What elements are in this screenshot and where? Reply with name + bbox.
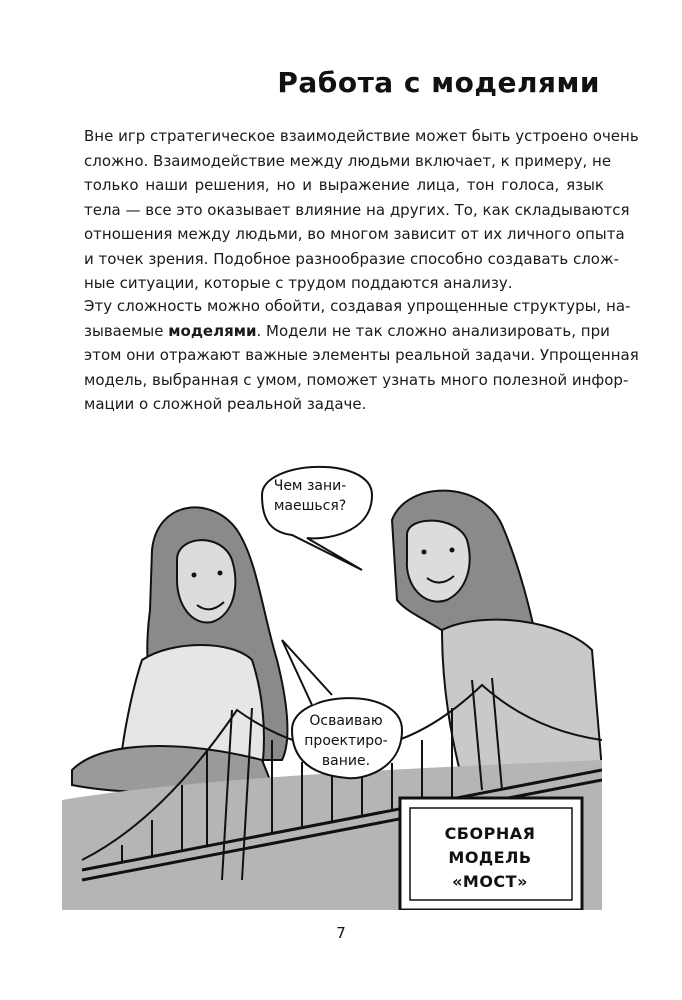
paragraph-line: тела — все это оказывает влияние на других. То, как складываются	[84, 200, 630, 219]
paragraph-line: отношения между людьми, во многом зависит от их личного опыта	[84, 225, 625, 243]
sign-text	[410, 822, 570, 894]
text-run: зываемые	[84, 321, 169, 340]
paragraph-line: Эту сложность можно обойти, создавая упрощенные структуры, на-	[84, 297, 631, 315]
paragraph-1	[84, 124, 639, 296]
sign-line: МОДЕЛЬ	[448, 848, 532, 867]
sign-line: «МОСТ»	[452, 872, 528, 891]
bubble-line: Осваиваю	[309, 713, 383, 729]
bubble-line: вание.	[321, 753, 371, 769]
bubble-line: проектиро-	[304, 733, 388, 749]
bold-term-models: моделями	[168, 321, 257, 340]
paragraph-line: сложно. Взаимодействие между людьми включает, к примеру, не	[84, 151, 612, 170]
sign-line: СБОРНАЯ	[444, 824, 536, 843]
paragraph-line: этом они отражают важные элементы реальной задачи. Упрощенная	[84, 346, 639, 364]
page-title: Работа с моделями	[277, 66, 600, 99]
bubble-question-text	[262, 476, 358, 516]
bubble-answer-text	[298, 711, 394, 771]
paragraph-line: только наши решения, но и выражение лица, тон голоса, язык	[84, 176, 604, 194]
paragraph-2	[84, 294, 639, 417]
paragraph-line: модель, выбранная с умом, поможет узнать много полезной инфор-	[84, 370, 629, 389]
paragraph-line: мации о сложной реальной задаче.	[84, 395, 367, 413]
bubble-line: Чем зани-	[273, 478, 347, 494]
bubble-line: маешься?	[273, 498, 347, 514]
text-run: . Модели не так сложно анализировать, при	[256, 321, 610, 340]
paragraph-line	[84, 319, 610, 344]
page-number: 7	[336, 924, 346, 942]
right-girl-face	[407, 521, 470, 602]
paragraph-line: ные ситуации, которые с трудом поддаются анализу.	[84, 274, 513, 292]
paragraph-line: и точек зрения. Подобное разнообразие способно создавать слож-	[84, 249, 619, 268]
paragraph-line: Вне игр стратегическое взаимодействие может быть устроено очень	[84, 127, 639, 145]
